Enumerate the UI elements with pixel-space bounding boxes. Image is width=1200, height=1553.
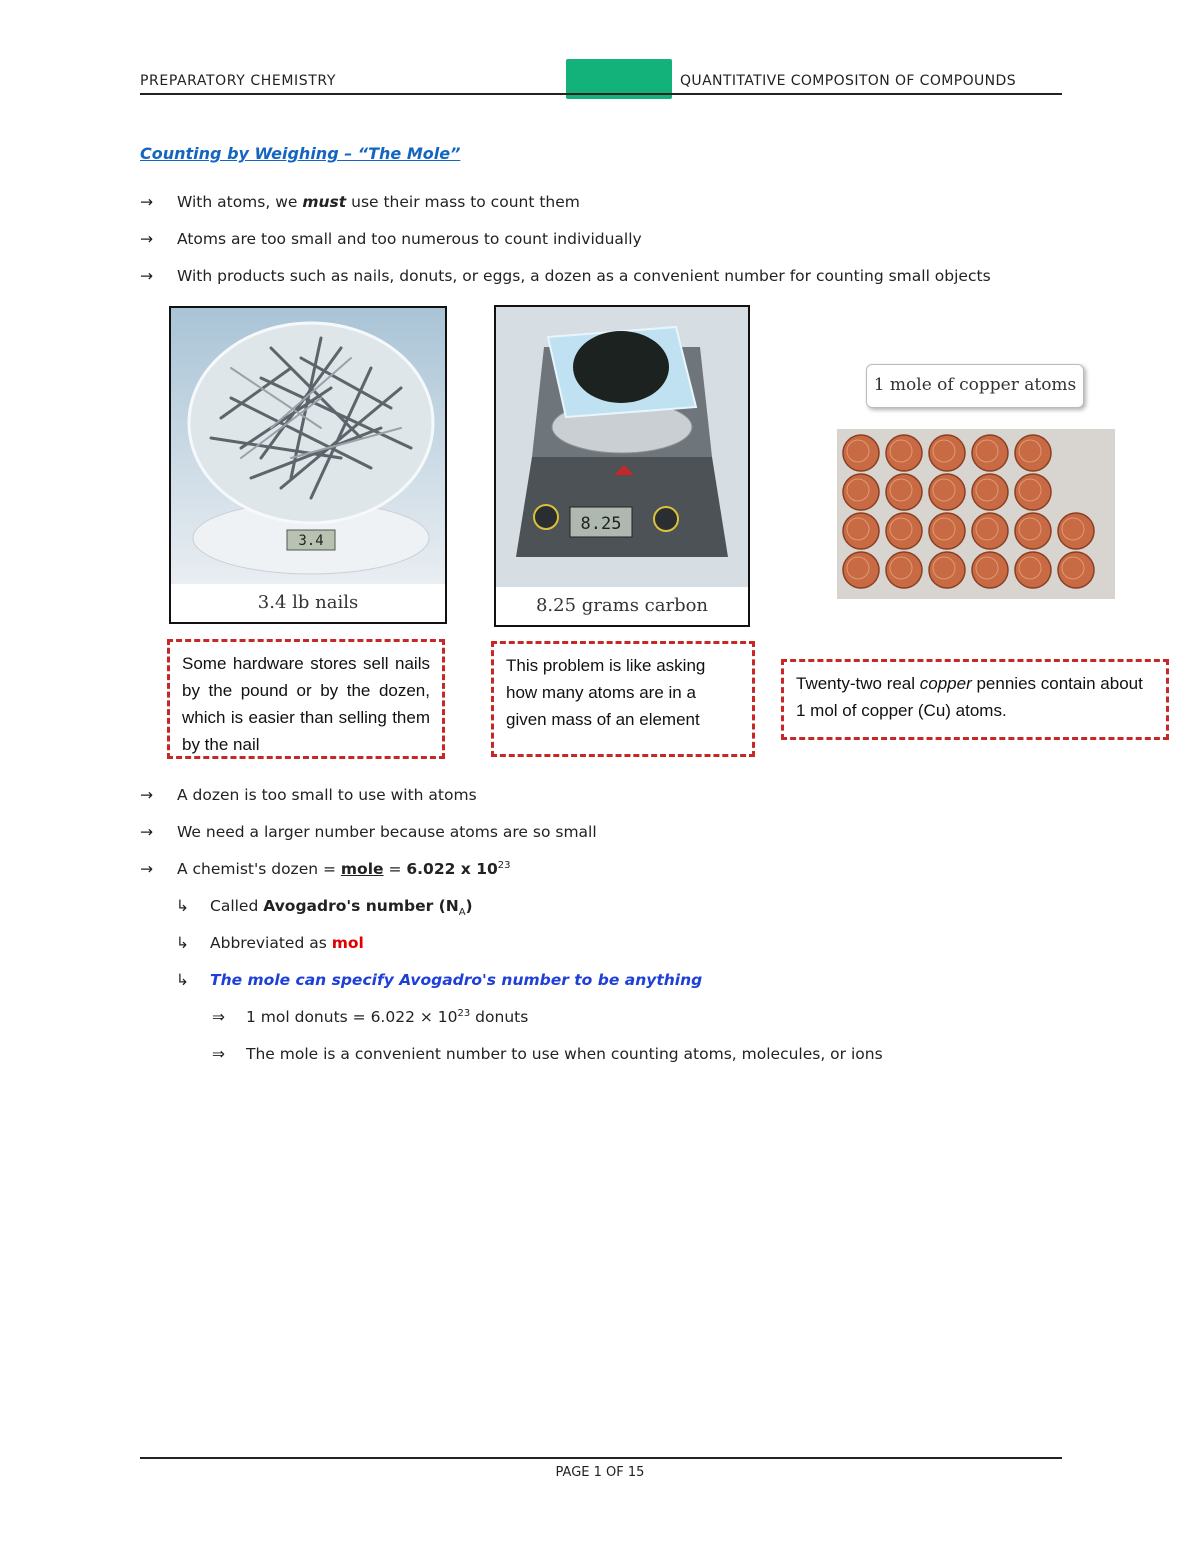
bullet-dozen-too-small: → A dozen is too small to use with atoms <box>140 786 477 804</box>
hook-arrow-icon: ↳ <box>176 897 189 915</box>
header-rule <box>140 93 1062 95</box>
subsub-mol-donuts: ⇒ 1 mol donuts = $6.022 \times 10^{23}$ donuts <box>212 1008 529 1027</box>
bullet-chemists-dozen: → A chemist's dozen = mole = 6.022 x $10^{23}$ <box>140 860 511 879</box>
hook-arrow-icon: ↳ <box>176 934 189 952</box>
header-left-text: PREPARATORY CHEMISTRY <box>140 73 336 89</box>
implies-icon: ⇒ <box>212 1045 225 1063</box>
copper-label: 1 mole of copper atoms <box>866 364 1084 408</box>
sub-avogadro-number: ↳ Called Avogadro's number $(N_A)$ <box>176 897 473 919</box>
carbon-photo <box>494 305 750 627</box>
carbon-scale-illustration <box>496 307 748 587</box>
pennies-photo <box>837 429 1115 599</box>
nails-scale-illustration <box>171 308 445 584</box>
bullet-larger-number: → We need a larger number because atoms are so small <box>140 823 597 841</box>
bullet-dozen: → With products such as nails, donuts, or eggs, a dozen as a convenient number for counting small objects <box>140 267 991 285</box>
bullet-too-small: → Atoms are too small and too numerous to count individually <box>140 230 642 248</box>
header-right-text: QUANTITATIVE COMPOSITON OF COMPOUNDS <box>680 73 1016 89</box>
hook-arrow-icon: ↳ <box>176 971 189 989</box>
section-title: Counting by Weighing – “The Mole” <box>140 144 461 163</box>
nails-caption: 3.4 lb nails <box>171 584 445 622</box>
arrow-icon: → <box>140 230 153 248</box>
implies-icon: ⇒ <box>212 1008 225 1027</box>
sub-abbreviation: ↳ Abbreviated as mol <box>176 934 364 952</box>
footer-rule <box>140 1457 1062 1459</box>
copper-callout: Twenty-two real copper pennies contain about 1 mol of copper (Cu) atoms. <box>781 659 1169 740</box>
pennies-illustration <box>837 429 1115 599</box>
nails-callout: Some hardware stores sell nails by the pound or by the dozen, which is easier than selling them by the nail <box>167 639 445 759</box>
balance-display-text: 8.25 <box>580 514 622 534</box>
arrow-icon: → <box>140 193 153 211</box>
carbon-caption: 8.25 grams carbon <box>496 587 748 625</box>
arrow-icon: → <box>140 267 153 285</box>
bullet-mass-count: → With atoms, we must use their mass to count them <box>140 193 580 211</box>
scale-display-text: 3.4 <box>298 533 324 549</box>
carbon-callout: This problem is like asking how many atoms are in a given mass of an element <box>491 641 755 757</box>
arrow-icon: → <box>140 860 153 879</box>
page-number: PAGE 1 OF 15 <box>555 1465 645 1480</box>
nails-photo <box>169 306 447 624</box>
subsub-convenient-number: ⇒ The mole is a convenient number to use when counting atoms, molecules, or ions <box>212 1045 883 1063</box>
arrow-icon: → <box>140 786 153 804</box>
sub-mole-specify: ↳ The mole can specify Avogadro's number to be anything <box>176 971 703 989</box>
arrow-icon: → <box>140 823 153 841</box>
